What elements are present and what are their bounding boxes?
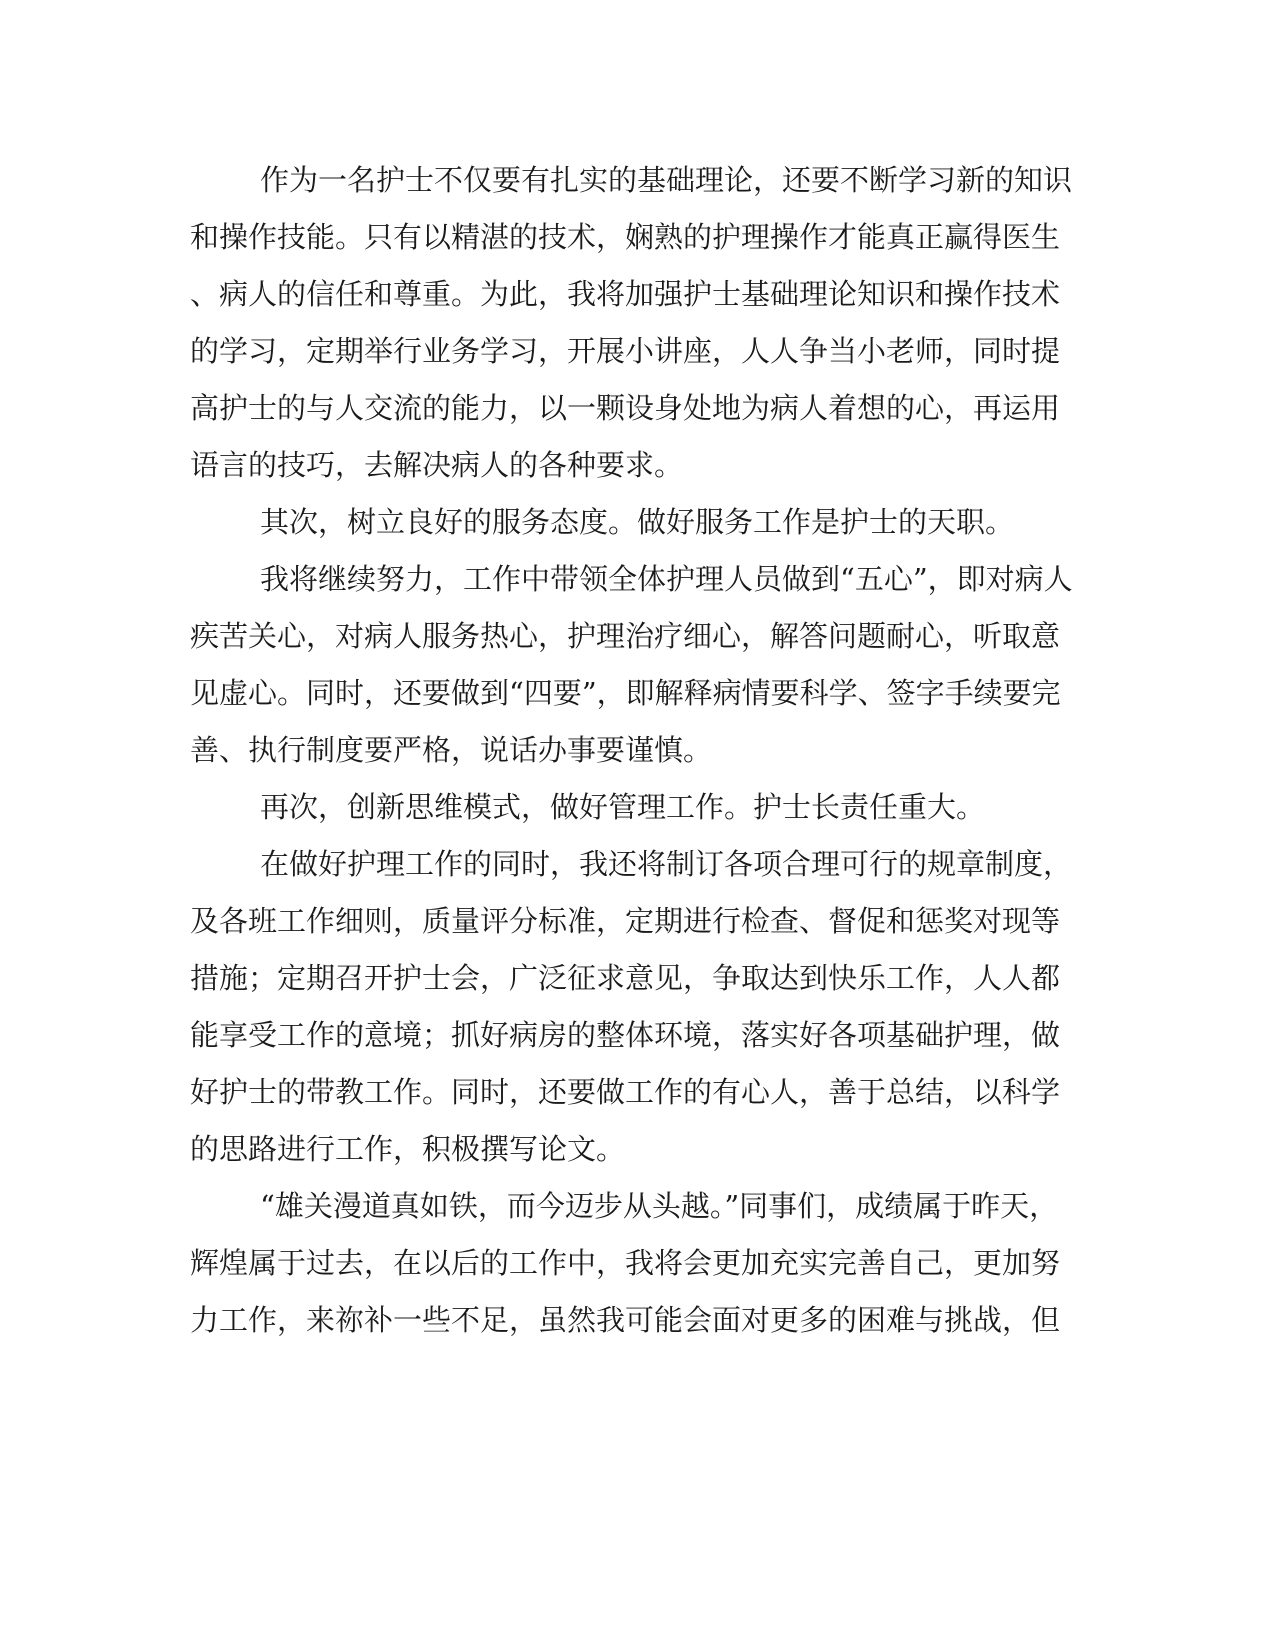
text-line: 再次，创新思维模式，做好管理工作。护士长责任重大。: [260, 790, 986, 824]
text-line: 好护士的带教工作。同时，还要做工作的有心人，善于总结，以科学: [190, 1075, 1061, 1109]
text-line: 善、执行制度要严格，说话办事要谨慎。: [190, 733, 713, 767]
text-line: 、病人的信任和尊重。为此，我将加强护士基础理论知识和操作技术: [190, 277, 1061, 311]
text-line: 的思路进行工作，积极撰写论文。: [190, 1132, 626, 1166]
text-line: 的学习，定期举行业务学习，开展小讲座，人人争当小老师，同时提: [190, 334, 1061, 368]
text-line: 能享受工作的意境；抓好病房的整体环境，落实好各项基础护理，做: [190, 1018, 1061, 1052]
text-line: 和操作技能。只有以精湛的技术，娴熟的护理操作才能真正赢得医生: [190, 220, 1061, 254]
text-line: 见虚心。同时，还要做到“四要”，即解释病情要科学、签字手续要完: [190, 676, 1061, 710]
text-line: 在做好护理工作的同时，我还将制订各项合理可行的规章制度，: [260, 847, 1073, 881]
text-line: 我将继续努力，工作中带领全体护理人员做到“五心”，即对病人: [260, 562, 1073, 596]
text-line: 高护士的与人交流的能力，以一颗设身处地为病人着想的心，再运用: [190, 391, 1061, 425]
text-line: 措施；定期召开护士会，广泛征求意见，争取达到快乐工作，人人都: [190, 961, 1061, 995]
text-line: “雄关漫道真如铁，而今迈步从头越。”同事们，成绩属于昨天，: [260, 1189, 1059, 1223]
text-line: 疾苦关心，对病人服务热心，护理治疗细心，解答问题耐心，听取意: [190, 619, 1061, 653]
text-line: 其次，树立良好的服务态度。做好服务工作是护士的天职。: [260, 505, 1015, 539]
text-line: 作为一名护士不仅要有扎实的基础理论，还要不断学习新的知识: [260, 163, 1073, 197]
text-line: 辉煌属于过去，在以后的工作中，我将会更加充实完善自己，更加努: [190, 1246, 1061, 1280]
text-line: 力工作，来祢补一些不足，虽然我可能会面对更多的困难与挑战，但: [190, 1303, 1061, 1337]
text-line: 及各班工作细则，质量评分标准，定期进行检查、督促和惩奖对现等: [190, 904, 1061, 938]
text-line: 语言的技巧，去解决病人的各种要求。: [190, 448, 684, 482]
